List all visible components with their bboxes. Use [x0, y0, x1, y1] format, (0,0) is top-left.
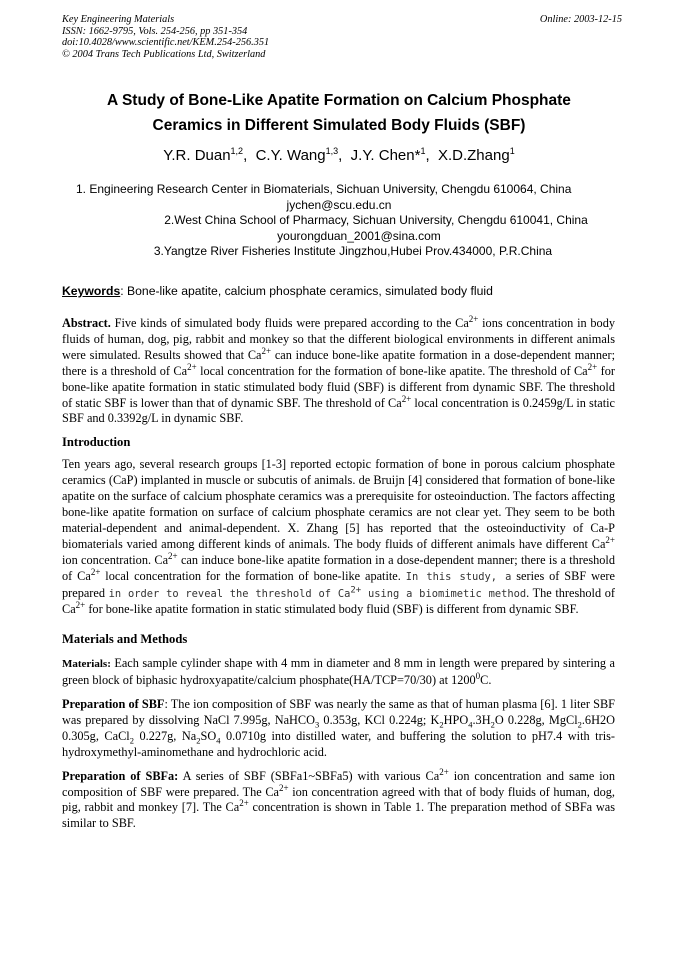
clipped-line [62, 60, 622, 65]
prep-sbf-paragraph: Preparation of SBF: The ion composition of SBF was nearly the same as that of human plasma [6]. 1 liter SBF was prepared by dissolving NaCl 7.995g, NaHCO$_3$ 0.353g, KCl 0.224g; $K_2HPO_4.3H_2O$ 0.228g, MgCl$_2$.6H2O 0.305g, CaCl$_2$ 0.227g, $Na_2SO_4$ 0.0710g into distilled water, and buffering the solution to pH7.4 with tris-hydroxymethyl-aminomethane and hydrochloric acid. [62, 697, 616, 759]
keywords-text: Bone-like apatite, calcium phosphate ceramics, simulated body fluid [123, 284, 493, 298]
keywords [62, 284, 622, 298]
author-list: Y.R. Duan$^{1,2}$, C.Y. Wang$^{1,3}$, J.Y. Chen*$^1$, X.D.Zhang$^1$ [163, 146, 515, 164]
affiliation-1: 1. Engineering Research Center in Biomaterials, Sichuan University, Chengdu 610064, China [76, 182, 572, 196]
materials-label: Materials: [62, 658, 111, 671]
keywords-colon: : [120, 284, 124, 298]
paper-title [62, 88, 616, 138]
title-line-2: Ceramics in Different Simulated Body Fluids (SBF) [152, 117, 526, 134]
email-1: jychen@scu.edu.cn [286, 197, 392, 212]
journal-header [62, 14, 622, 65]
paper-body [62, 313, 616, 832]
author-4: X.D.Zhang [437, 147, 510, 164]
online-date: Online: 2003-12-15 [539, 14, 622, 25]
author-3: J.Y. Chen* [350, 147, 421, 164]
prep-sbfa-label: Preparation of SBFa: [62, 768, 179, 783]
abstract-paragraph: Abstract. Five kinds of simulated body fluids were prepared according to the $Ca^{2+}$ ions concentration in body fluids of human, dog, pig, rabbit and monkey so that the different biological environments in different animals were simulated. Results showed that $Ca^{2+}$ can induce bone-like apatite formation in a dose-dependent manner; there is a threshold of $Ca^{2+}$ local concentration for the formation of bone-like apatite. The threshold of $Ca^{2+}$ for bone-like apatite formation in static stimulated body fluid (SBF) is different from dynamic SBF. The threshold of static SBF is lower than that of dynamic SBF. The threshold of $Ca^{2+}$ local concentration is 0.2459g/L in static SBF and 0.3392g/L in dynamic SBF. [62, 313, 616, 426]
title-line-1: A Study of Bone-Like Apatite Formation on Calcium Phosphate [107, 92, 571, 109]
materials-paragraph: Materials: Each sample cylinder shape with 4 mm in diameter and 8 mm in length were prepared by sintering a green block of biphasic hydroxyapatite/calcium phosphate(HA/TCP=70/30) at 1200$^0$C. [62, 656, 615, 688]
author-1: Y.R. Duan [163, 147, 231, 164]
affiliation-2: 2.West China School of Pharmacy, Sichuan University, Chengdu 610041, China [164, 213, 588, 227]
prep-sbf-label: Preparation of SBF [62, 697, 165, 712]
introduction-paragraph: Ten years ago, several research groups [1-3] reported ectopic formation of bone in porous calcium phosphate ceramics (CaP) implanted in muscle or subcutis of animals. de Bruijn [4] considered that formation of bone-like apatite on the surface of calcium phosphate ceramics was a prerequisite for osteoinduction. The factors affecting bone-like apatite formation on surface of calcium phosphate ceramics are not clear yet. They seem to be both material-dependent and animal-dependent. X. Zhang [5] has reported that the osteoinductivity of Ca-P biomaterials varied among different kinds of animals. The body fluids of different animals have different $Ca^{2+}$ ion concentration. $Ca^{2+}$ can induce bone-like apatite formation in a dose-dependent manner; there is a threshold of $Ca^{2+}$ local concentration for the formation of bone-like apatite. In this study, a series of SBF were prepared in order to reveal the threshold of $Ca^{2+}$ using a biomimetic method. The threshold of $Ca^{2+}$ for bone-like apatite formation in static stimulated body fluid (SBF) is different from dynamic SBF. [62, 457, 616, 617]
keywords-label: Keywords [62, 284, 121, 298]
section-heading-introduction: Introduction [62, 435, 131, 450]
affiliations [62, 182, 616, 260]
doi-line: doi:10.4028/www.scientific.net/KEM.254-256.351 [62, 37, 270, 48]
email-2: yourongduan_2001@sina.com [277, 228, 441, 243]
author-2-affil: 1,3 [325, 146, 339, 156]
issn-line: ISSN: 1662-9795, Vols. 254-256, pp 351-354 [62, 25, 248, 37]
affiliation-3: 3.Yangtze River Fisheries Institute Jingzhou,Hubei Prov.434000, P.R.China [153, 244, 553, 258]
author-4-affil: 1 [509, 146, 515, 156]
abstract-label: Abstract. [62, 316, 111, 330]
section-heading-materials-methods: Materials and Methods [62, 632, 188, 647]
author-1-affil: 1,2 [230, 146, 244, 156]
author-2: C.Y. Wang [255, 147, 326, 164]
author-3-affil: 1 [420, 146, 426, 156]
prep-sbfa-paragraph: Preparation of SBFa: A series of SBF (SBFa1~SBFa5) with various $Ca^{2+}$ ion concentration and same ion composition of SBF were prepared. The $Ca^{2+}$ ion concentration agreed with that of body fluids of human, dog, pig, rabbit and monkey [7]. The $Ca^{2+}$ concentration is shown in Table 1. The preparation method of SBFa was similar to SBF. [62, 766, 615, 831]
journal-name: Key Engineering Materials [62, 14, 175, 25]
copyright-line: © 2004 Trans Tech Publications Ltd, Switzerland [62, 48, 266, 60]
